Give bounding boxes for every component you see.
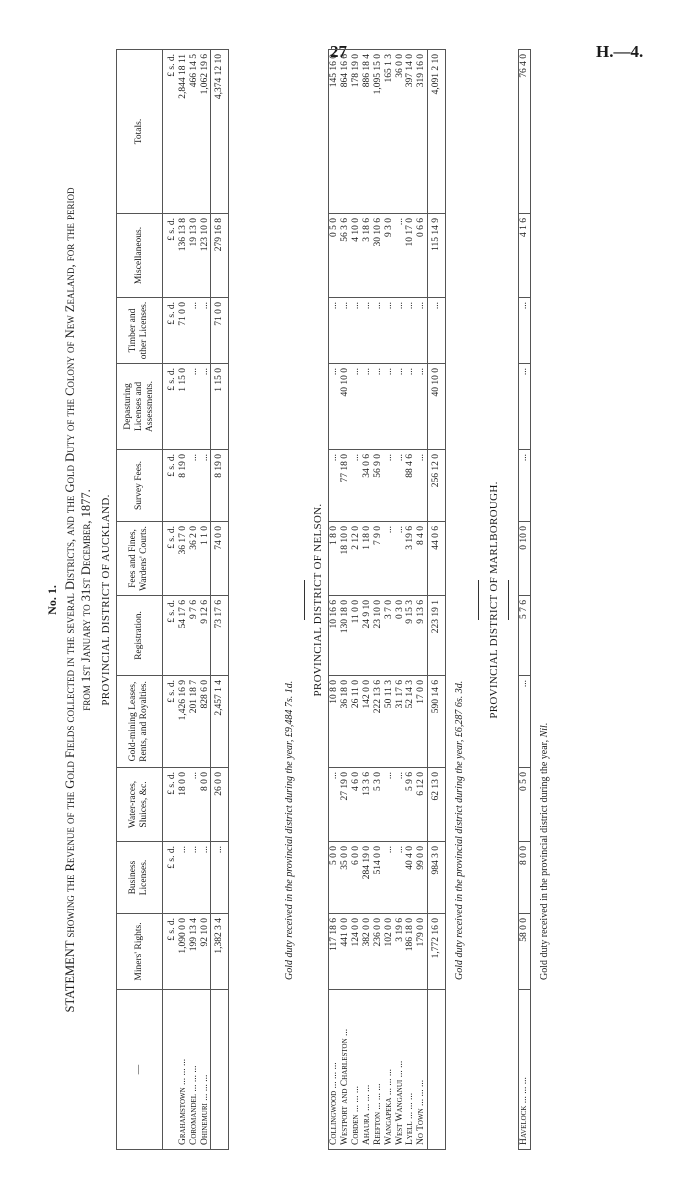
table-cell: 117 18 6 <box>329 914 340 990</box>
table-cell: 9 13 6 <box>416 596 427 676</box>
total-row <box>211 50 229 1150</box>
total-cell: 1 15 0 <box>211 364 229 450</box>
table-cell: ... <box>384 364 395 450</box>
column-header-business-licenses: Business Licenses. <box>117 842 163 914</box>
section-rule <box>304 580 305 620</box>
table-cell: ... <box>362 298 373 364</box>
total-cell: 590 14 6 <box>428 676 446 768</box>
table-cell: 0 6 6 <box>416 214 427 298</box>
table-cell: 10 17 0 <box>405 214 416 298</box>
table-row <box>362 50 373 1150</box>
table-cell: 35 0 0 <box>340 842 351 914</box>
total-cell: 115 14 9 <box>428 214 446 298</box>
table-row <box>329 50 340 1150</box>
table-cell: 441 0 0 <box>340 914 351 990</box>
table-cell: ... <box>384 522 395 596</box>
gold-duty-note-auckland: Gold duty received in the provincial district during the year, £9,484 7s. 1d. <box>284 680 295 980</box>
table-cell: ... <box>351 450 362 522</box>
total-cell: 1,772 16 0 <box>428 914 446 990</box>
table-row <box>351 50 362 1150</box>
table-row <box>340 50 351 1150</box>
table-cell: 3 19 6 <box>395 914 406 990</box>
table-cell: ... <box>405 298 416 364</box>
total-label <box>428 990 446 1150</box>
table-cell: ... <box>395 214 406 298</box>
revenue-table-nelson <box>328 49 446 1150</box>
nelson-rows <box>329 50 446 1150</box>
table-cell: 514 0 0 <box>373 842 384 914</box>
statement-title-line2: from 1st January to 31st December, 1877. <box>79 489 94 711</box>
column-header-survey-fees: Survey Fees. <box>117 450 163 522</box>
total-cell: 73 17 6 <box>211 596 229 676</box>
unit-label: £ s. d. <box>162 842 177 914</box>
table-cell: ... <box>200 450 211 522</box>
table-cell: 99 0 0 <box>416 842 427 914</box>
table-cell: 1 18 0 <box>362 522 373 596</box>
row-district-name: Grahamstown ... ... ... <box>177 1058 188 1145</box>
table-cell: ... <box>395 842 406 914</box>
table-cell: 9 3 0 <box>384 214 395 298</box>
auckland-rows <box>162 50 229 1150</box>
table-cell: ... <box>329 450 340 522</box>
table-cell: ... <box>395 450 406 522</box>
table-cell: 828 6 0 <box>200 676 211 768</box>
table-cell: 10 16 6 <box>329 596 340 676</box>
table-cell: 9 7 6 <box>189 596 200 676</box>
table-cell: 56 9 0 <box>373 450 384 522</box>
section-rule <box>508 580 509 620</box>
column-header-miscellaneous: Miscellaneous. <box>117 214 163 298</box>
total-cell: 74 0 0 <box>211 522 229 596</box>
table-cell: 36 0 0 <box>395 50 406 214</box>
column-header-gold-mining-leases: Gold-mining Leases, Rents, and Royalties. <box>117 676 163 768</box>
table-cell: 142 0 0 <box>362 676 373 768</box>
table-row <box>416 50 427 1150</box>
table-cell: 466 14 5 <box>189 50 200 214</box>
row-district-name: Wangapeka ... ... ... <box>383 1069 394 1145</box>
unit-label: £ s. d. <box>162 214 177 298</box>
table-cell: 8 0 0 <box>200 768 211 842</box>
column-header-miners-rights: Miners' Rights. <box>117 914 163 990</box>
row-district-name: No Town ... ... ... <box>416 1079 427 1145</box>
revenue-table-marlborough <box>518 49 531 1150</box>
table-cell: ... <box>189 450 200 522</box>
total-cell: 62 13 0 <box>428 768 446 842</box>
table-cell: 3 19 6 <box>405 522 416 596</box>
table-cell: ... <box>395 522 406 596</box>
table-cell: 23 10 0 <box>373 596 384 676</box>
unit-label: £ s. d. <box>162 522 177 596</box>
total-cell: 44 0 6 <box>428 522 446 596</box>
table-cell: 8 0 0 <box>519 842 531 914</box>
table-cell: 102 0 0 <box>384 914 395 990</box>
table-cell: 40 10 0 <box>340 364 351 450</box>
table-cell: 7 9 0 <box>373 522 384 596</box>
table-cell: 382 0 0 <box>362 914 373 990</box>
table-cell: 864 16 6 <box>340 50 351 214</box>
total-cell: 40 10 0 <box>428 364 446 450</box>
table-cell: ... <box>519 298 531 364</box>
column-header-depasturing-licenses: Depasturing Licenses and Assessments. <box>117 364 163 450</box>
table-cell: 2 12 0 <box>351 522 362 596</box>
table-cell: ... <box>384 450 395 522</box>
document-reference: H.—4. <box>596 42 644 61</box>
unit-label: £ s. d. <box>162 450 177 522</box>
table-cell: 1 15 0 <box>178 364 189 450</box>
table-cell: 886 18 4 <box>362 50 373 214</box>
district-heading-marlborough: PROVINCIAL DISTRICT OF MARLBOROUGH. <box>488 481 500 719</box>
table-row <box>373 50 384 1150</box>
table-cell: ... <box>362 364 373 450</box>
table-cell: 0 10 0 <box>519 522 531 596</box>
table-cell: 0 3 0 <box>395 596 406 676</box>
table-cell: 36 18 0 <box>340 676 351 768</box>
table-cell: 30 10 6 <box>373 214 384 298</box>
unit-label: £ s. d. <box>162 596 177 676</box>
table-cell: 186 18 0 <box>405 914 416 990</box>
page-number: 27 <box>330 42 347 61</box>
table-cell: 0 5 0 <box>329 214 340 298</box>
table-cell: 124 0 0 <box>351 914 362 990</box>
table-cell: ... <box>329 298 340 364</box>
gold-duty-note-text: Gold duty received in the provincial district during the year, <box>539 739 550 980</box>
table-cell: ... <box>351 298 362 364</box>
unit-label: £ s. d. <box>162 50 177 214</box>
table-cell: 8 19 0 <box>178 450 189 522</box>
table-cell: ... <box>351 364 362 450</box>
table-cell: 123 10 0 <box>200 214 211 298</box>
table-cell: ... <box>200 842 211 914</box>
row-district-name: Coromandel ... ... ... <box>188 1065 199 1145</box>
table-cell: 6 12 0 <box>416 768 427 842</box>
revenue-table <box>116 49 229 1150</box>
unit-label: £ s. d. <box>162 364 177 450</box>
total-cell: 4,091 2 10 <box>428 50 446 214</box>
table-cell: ... <box>384 298 395 364</box>
row-district-name: Ohinemuri ... ... ... <box>199 1074 210 1145</box>
table-cell: 17 0 0 <box>416 676 427 768</box>
total-cell: 984 3 0 <box>428 842 446 914</box>
total-cell: 279 16 8 <box>211 214 229 298</box>
table-cell: ... <box>395 768 406 842</box>
column-header-water-races: Water-races, Sluices, &c. <box>117 768 163 842</box>
row-district-name: Lyell ... ... ... <box>405 1092 416 1145</box>
table-cell: 1 1 0 <box>200 522 211 596</box>
gold-duty-note-value: Nil. <box>539 722 550 738</box>
total-cell: 26 0 0 <box>211 768 229 842</box>
table-row <box>178 50 189 1150</box>
units-row <box>162 50 177 1150</box>
table-cell: 9 15 3 <box>405 596 416 676</box>
table-cell: ... <box>373 364 384 450</box>
table-cell: 9 12 6 <box>200 596 211 676</box>
total-label <box>211 990 229 1150</box>
table-cell: ... <box>416 364 427 450</box>
table-cell: 397 14 0 <box>405 50 416 214</box>
table-cell: 5 7 6 <box>519 596 531 676</box>
table-cell: 50 11 3 <box>384 676 395 768</box>
gold-duty-note-marlborough <box>539 723 551 980</box>
table-cell: 319 16 0 <box>416 50 427 214</box>
table-cell: 26 11 0 <box>351 676 362 768</box>
table-cell: ... <box>373 298 384 364</box>
table-cell: 130 18 0 <box>340 596 351 676</box>
table-cell: 34 0 6 <box>362 450 373 522</box>
table-cell: 6 0 0 <box>351 842 362 914</box>
statement-number: No. 1. <box>45 585 59 615</box>
table-cell: 178 19 0 <box>351 50 362 214</box>
table-cell: 4 10 0 <box>351 214 362 298</box>
row-district-name: Cobden ... ... ... <box>350 1086 361 1145</box>
table-cell: 31 17 6 <box>395 676 406 768</box>
table-cell: 4 6 0 <box>351 768 362 842</box>
table-cell: 1 8 0 <box>329 522 340 596</box>
column-header-timber-licenses: Timber and other Licenses. <box>117 298 163 364</box>
table-cell: ... <box>395 298 406 364</box>
table-cell: ... <box>405 364 416 450</box>
table-cell: 54 17 6 <box>178 596 189 676</box>
column-header-row <box>117 50 163 1150</box>
table-cell: 284 19 0 <box>362 842 373 914</box>
total-row <box>428 50 446 1150</box>
table-cell: ... <box>329 364 340 450</box>
statement-title <box>62 50 95 1150</box>
row-district-name: West Wanganui ... ... <box>394 1060 405 1145</box>
table-cell: ... <box>416 450 427 522</box>
table-cell: ... <box>200 364 211 450</box>
table-cell: ... <box>416 298 427 364</box>
table-cell: 4 1 6 <box>519 214 531 298</box>
table-cell: 56 3 6 <box>340 214 351 298</box>
total-cell: 1,382 3 4 <box>211 914 229 990</box>
table-cell: 88 4 6 <box>405 450 416 522</box>
table-cell: 19 13 0 <box>189 214 200 298</box>
table-cell: 165 1 3 <box>384 50 395 214</box>
total-cell: 71 0 0 <box>211 298 229 364</box>
table-cell: 36 17 0 <box>178 522 189 596</box>
table-row <box>200 50 211 1150</box>
total-cell: 223 19 1 <box>428 596 446 676</box>
total-cell: 4,374 12 10 <box>211 50 229 214</box>
table-cell: 236 0 0 <box>373 914 384 990</box>
unit-label: £ s. d. <box>162 676 177 768</box>
table-cell: ... <box>519 676 531 768</box>
table-cell: 201 18 7 <box>189 676 200 768</box>
total-cell: ... <box>428 298 446 364</box>
column-header-district: — <box>117 990 163 1150</box>
total-cell: ... <box>211 842 229 914</box>
table-cell: ... <box>519 450 531 522</box>
table-cell: 92 10 0 <box>200 914 211 990</box>
table-cell: ... <box>329 768 340 842</box>
unit-label: £ s. d. <box>162 768 177 842</box>
table-cell: 24 9 10 <box>362 596 373 676</box>
table-cell: 3 7 0 <box>384 596 395 676</box>
table-cell: 179 0 0 <box>416 914 427 990</box>
table-cell: ... <box>189 768 200 842</box>
table-cell: 36 2 0 <box>189 522 200 596</box>
table-cell: 8 4 0 <box>416 522 427 596</box>
marlborough-rows <box>519 50 531 1150</box>
row-district-name: Reefton ... ... ... <box>372 1083 383 1145</box>
table-cell: 0 5 0 <box>519 768 531 842</box>
table-cell: ... <box>519 364 531 450</box>
table-row <box>519 50 531 1150</box>
total-cell: 8 19 0 <box>211 450 229 522</box>
table-cell: 52 14 3 <box>405 676 416 768</box>
table-cell: 27 19 0 <box>340 768 351 842</box>
table-cell: 76 4 0 <box>519 50 531 214</box>
gold-duty-note-nelson: Gold duty received in the provincial district during the year, £6,287 6s. 3d. <box>454 680 465 980</box>
table-cell: 3 18 6 <box>362 214 373 298</box>
section-rule <box>478 580 479 620</box>
district-heading-nelson: PROVINCIAL DISTRICT OF NELSON. <box>312 503 324 697</box>
table-cell: ... <box>384 768 395 842</box>
table-cell: 145 16 0 <box>329 50 340 214</box>
table-row <box>384 50 395 1150</box>
table-cell: 71 0 0 <box>178 298 189 364</box>
table-cell: ... <box>189 842 200 914</box>
table-row <box>405 50 416 1150</box>
table-cell: 5 9 6 <box>405 768 416 842</box>
table-cell: 18 10 0 <box>340 522 351 596</box>
unit-label: £ s. d. <box>162 298 177 364</box>
table-cell: 1,426 16 9 <box>178 676 189 768</box>
statement-document <box>46 50 658 1150</box>
table-cell: 11 0 0 <box>351 596 362 676</box>
table-cell: ... <box>384 842 395 914</box>
table-cell: ... <box>200 298 211 364</box>
table-cell: 222 13 6 <box>373 676 384 768</box>
table-cell: 1,095 15 0 <box>373 50 384 214</box>
district-heading-auckland: PROVINCIAL DISTRICT OF AUCKLAND. <box>100 494 112 706</box>
table-cell: 136 13 8 <box>178 214 189 298</box>
statement-title-line1: STATEMENT showing the Revenue of the Gold Fields collected in the several Districts, and the Gold Duty of the Colony of New Zealand, for the period <box>63 187 77 1013</box>
table-cell: 199 13 4 <box>189 914 200 990</box>
row-district-name: Havelock ... ... ... <box>519 1077 529 1145</box>
column-header-fees-and-fines: Fees and Fines, Wardens' Courts. <box>117 522 163 596</box>
column-header-totals: Totals. <box>117 50 163 214</box>
unit-label: £ s. d. <box>162 914 177 990</box>
table-cell: 18 0 0 <box>178 768 189 842</box>
table-cell: 2,844 18 11 <box>178 50 189 214</box>
table-cell: ... <box>395 364 406 450</box>
column-header-registration: Registration. <box>117 596 163 676</box>
table-cell: 1,062 19 6 <box>200 50 211 214</box>
table-cell: ... <box>189 364 200 450</box>
table-row <box>395 50 406 1150</box>
total-cell: 2,457 1 4 <box>211 676 229 768</box>
row-district-name: Ahaura ... ... ... <box>361 1084 372 1145</box>
table-cell: ... <box>340 298 351 364</box>
table-cell: ... <box>178 842 189 914</box>
total-cell: 256 12 0 <box>428 450 446 522</box>
table-cell: 77 18 0 <box>340 450 351 522</box>
table-cell: ... <box>189 298 200 364</box>
table-cell: 58 0 0 <box>519 914 531 990</box>
table-row <box>189 50 200 1150</box>
table-cell: 40 4 0 <box>405 842 416 914</box>
table-cell: 5 0 0 <box>329 842 340 914</box>
row-district-name: Collingwood ... ... ... <box>329 1062 339 1145</box>
table-cell: 1,090 0 0 <box>178 914 189 990</box>
row-district-name: Westport and Charleston ... <box>339 1028 350 1145</box>
table-cell: 13 3 6 <box>362 768 373 842</box>
table-cell: 10 8 0 <box>329 676 340 768</box>
table-cell: 5 3 0 <box>373 768 384 842</box>
